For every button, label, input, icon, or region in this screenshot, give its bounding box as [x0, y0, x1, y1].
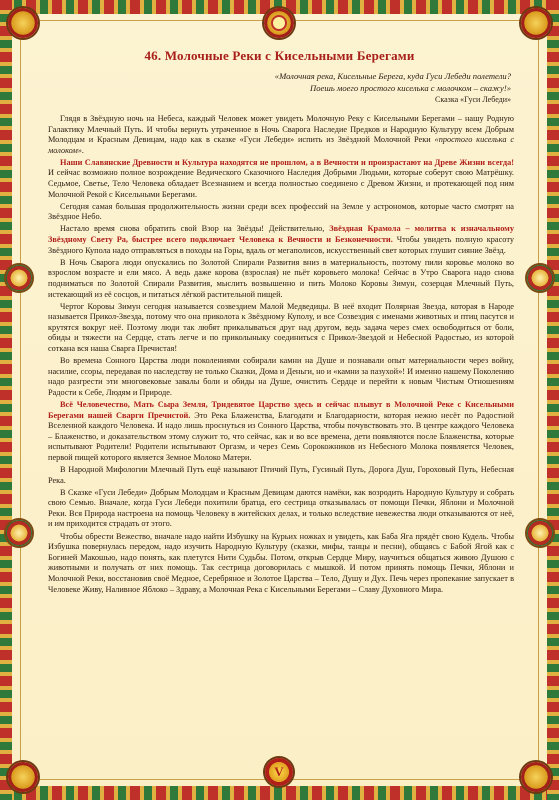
epigraph — [91, 71, 511, 106]
text-segment: И сейчас возможно полное возрождение Ведического Сказочного Наследия Добрыми Людьми, которые соберут свою Матрёшку. Седьмое, Светье, Тело Человека обладает Всезнанием и всегда полностью соединено с Древом Жизни, и протекающей под ним Молочной Рекой с Кисельными Берегами. — [48, 168, 514, 199]
sun-icon — [264, 8, 294, 38]
text-segment: «простого киселька с молоком». — [48, 135, 514, 155]
epigraph-line: «Молочная река, Кисельные Берега, куда Гуси Лебеди полетели? — [274, 71, 511, 81]
text-segment: В Ночь Сварога люди опускались по Золотой Спирали Развития вниз в материальность, поэтому пили коровье молоко во взрослом возрасте и ели мясо. А ведь даже корова (взрослая) не пьёт коровьего молока! Сейчас в Утро Сварога надо снова подниматься по Золотой Спирали Развития, мыслить возвышенно и пить Молоко Коровы Зимун, созерцая Млечный Путь, истекающий из её сосцов, и питаться лёгкой растительной пищей. — [48, 257, 514, 299]
text-segment: Сегодня самая большая продолжительность жизни среди всех профессий на Земле у астрономов, которые часто смотрят на Звёздное Небо. — [48, 201, 514, 222]
text-segment: Чтобы обрести Вежество, вначале надо найти Избушку на Курьих ножках и увидеть, как Баба Яга прядёт свою Кудель. Чтобы Избушка повернулась передом, надо изучить Народную Культуру (сказки, мифы, танцы и песни), общаясь с Бабой Ягой как с Богиней Макошью, надо понять, как плетутся Нити Судьбы. Потом, открыв Сердце Миру, научиться общаться живою Душою с животными и получать от них помощь. Так сестрица договорилась с мышкой. И потом принять помощь Печки, Яблони и Молочной Реки, восстановив своё Медное, Серебряное и Золотое Царства – Тело, Душу и Дух. Печь через пропекание запускает в Человеке Живу, Наливное Яблоко – Здраву, а Молочная Река с Кисельными Берегами – Славу Духовного Мира. — [48, 531, 514, 594]
text-segment: Звёздная Крамола – молитва к изначальному Звёздному Свету Ра, быстрее всего подключает Человека к Вечности и Безконечности. — [48, 224, 514, 245]
text-segment: Чтобы увидеть полную красоту Звёздного Купола надо отправляться в походы на Горы, вдаль от мегаполисов, искусственный свет которых глушит сияние Звёзд. — [48, 235, 514, 255]
side-ornament-icon — [6, 520, 32, 546]
text-segment: Это Река Блаженства, Благодати и Благодарности, которая нежно несёт по Радостной Вселенной каждого Человека. И надо лишь проснуться из Сонного Царства, чтобы почувствовать это. В центре каждого Человека – Блаженство, и доказательством этому служит то, что сейчас, как и во все времена, дети появляются после Блаженства, которые испытывают Родители! Родители испытывают Оргазм, и через Семь Сорокожников из Небесного Молока появляется Человек, первой пищей которого является Земное Молоко Матери. — [48, 410, 514, 462]
right-border — [547, 0, 559, 800]
article-body — [48, 114, 514, 597]
corner-ornament-icon — [8, 8, 38, 38]
bottom-emblem-icon: V — [265, 758, 293, 786]
side-ornament-icon — [527, 520, 553, 546]
bottom-border — [0, 786, 559, 800]
text-segment: Всё Человечество, Мать Сыра Земля, Тридевятое Царство здесь и сейчас плывут в Молочной Реке с Кисельными Берегами нашей Сварги Пречистой. — [48, 399, 514, 420]
paragraph — [48, 465, 514, 486]
paragraph — [48, 258, 514, 300]
text-segment: Во времена Сонного Царства люди поколениями собирали камни на Душе и познавали опыт материальности через войну, насилие, ссоры, передавая по наследству не только Сказки, Дома и Деньги, но и «камни за пазухой»! И именно нашему Поколению надо разгрести эти многовековые завалы боли и обиды на Душе, очистить Сердце и перейти к новым Чистым Отношениям Радости к Себе, Людям и Природе. — [48, 356, 514, 397]
epigraph-source: Сказка «Гуси Лебеди» — [435, 95, 511, 105]
paragraph — [48, 400, 514, 464]
text-segment: В Народной Мифологии Млечный Путь ещё называют Птичий Путь, Гусиный Путь, Дорога Душ, Гороховый Путь, Небесная Река. — [48, 465, 514, 485]
side-ornament-icon — [6, 265, 32, 291]
text-segment: В Сказке «Гуси Лебеди» Добрым Молодцам и Красным Девицам даются намёки, как возродить Народную Культуру и собрать свою Семью. Вначале, когда Гуси Лебеди похитили братца, его сестрица отказывалась от помощи Печки, Яблони и Молочной Реки. Вся Природа настроена на помощь Человеку в житейских делах, и только вследствие невежества люди отказываются от неё, и им приходится страдать от этого. — [48, 487, 514, 529]
text-segment: Настало время снова обратить свой Взор на Звёзды! Действительно, — [60, 224, 330, 234]
corner-ornament-icon — [521, 762, 551, 792]
paragraph — [48, 202, 514, 223]
left-border — [0, 0, 12, 800]
paragraph — [48, 356, 514, 398]
paragraph — [48, 158, 514, 200]
paragraph — [48, 532, 514, 596]
paragraph — [48, 224, 514, 256]
text-segment: Наши Славянские Древности и Культура находятся не прошлом, а в Вечности и произрастают на Древе Жизни всегда! — [60, 157, 514, 167]
paragraph — [48, 302, 514, 355]
text-segment: Чертог Коровы Зимун сегодня называется созвездием Малой Медведицы. В неё входит Полярная Звезда, которая в Народе называется Прикол-Звезда, потому что она приколота к Звёздному Куполу, и все Созвездия с именами животных и птиц пасутся и крутятся вокруг неё. Поэтому люди так любят прикалываться друг над другом, ведь задача через смех освободиться от боли, обиды и тяжести на Сердце, стать легче и по приколыныку соединиться с Прикол-Звездой и Небесной Радостью, из которой соткана вся наша Сварга Пречистая! — [48, 301, 514, 353]
corner-ornament-icon — [8, 762, 38, 792]
text-segment: Глядя в Звёздную ночь на Небеса, каждый Человек может увидеть Молочную Реку с Кисельными Берегами – нашу Родную Галактику Млечный Путь. И чтобы вернуть утраченное в Ночь Сварога Наследие Предков и Народную Культуру всем Добрым Молодцам и Красным Девицам, надо как в сказке «Гуси Лебеди» испить из Звёздной Молочной Реки — [48, 114, 514, 145]
page-title: 46. Молочные Реки с Кисельными Берегами — [144, 48, 415, 63]
paragraph — [48, 488, 514, 530]
epigraph-line: Поешь моего простого киселька с молочком – скажу!» — [310, 82, 511, 93]
corner-ornament-icon — [521, 8, 551, 38]
side-ornament-icon — [527, 265, 553, 291]
paragraph — [48, 114, 514, 156]
